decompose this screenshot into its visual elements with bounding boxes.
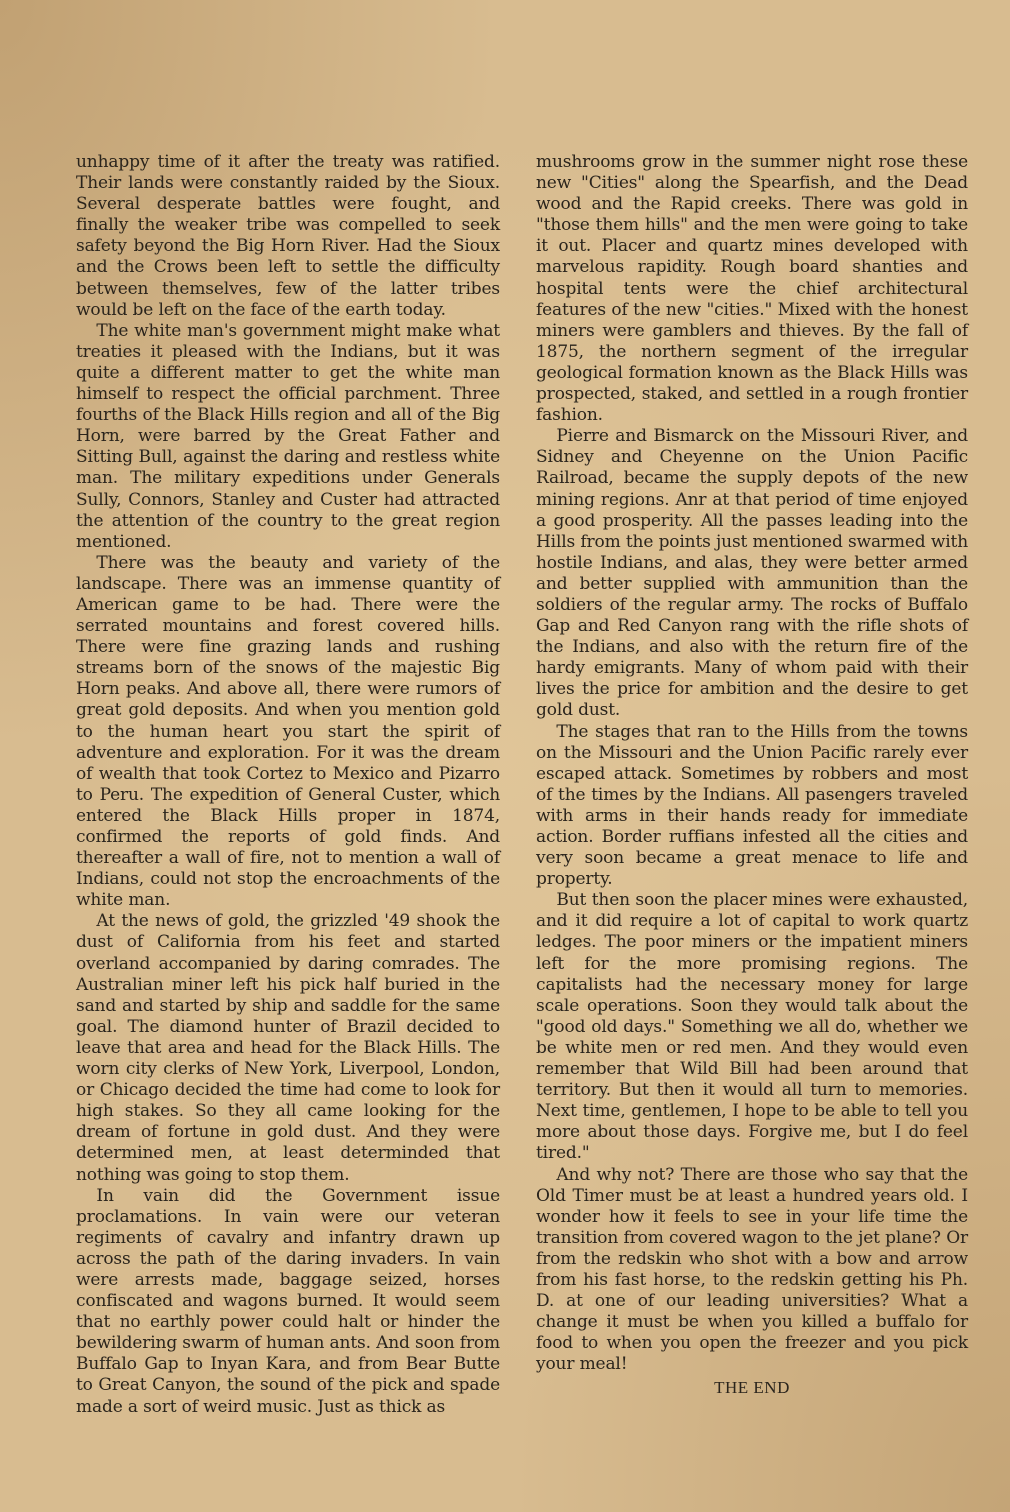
left-column [76, 152, 500, 1418]
paragraph: Pierre and Bismarck on the Missouri River, and Sidney and Cheyenne on the Union Pacific Railroad, became the supply depots of the new mining regions. Anr at that period of time enjoyed a good prosperity. All the passes leading into the Hills from the points just mentioned swarmed with hostile Indians, and alas, they were better armed and better supplied with ammunition than the soldiers of the regular army. The rocks of Buffalo Gap and Red Canyon rang with the rifle shots of the Indians, and also with the return fire of the hardy emigrants. Many of whom paid with their lives the price for ambition and the desire to get gold dust. [536, 426, 968, 721]
paragraph: mushrooms grow in the summer night rose these new "Cities" along the Spearfish, and the Dead wood and the Rapid creeks. There was gold in "those them hills" and the men were going to take it out. Placer and quartz mines developed with marvelous rapidity. Rough board shanties and hospital tents were the chief architectural features of the new "cities." Mixed with the honest miners were gamblers and thieves. By the fall of 1875, the northern segment of the irregular geological formation known as the Black Hills was prospected, staked, and settled in a rough frontier fashion. [536, 152, 968, 426]
paragraph: unhappy time of it after the treaty was ratified. Their lands were constantly raided by the Sioux. Several desperate battles were fought, and finally the weaker tribe was compelled to seek safety beyond the Big Horn River. Had the Sioux and the Crows been left to settle the difficulty between themselves, few of the latter tribes would be left on the face of the earth today. [76, 152, 500, 320]
right-column [536, 152, 968, 1399]
paragraph: And why not? There are those who say that the Old Timer must be at least a hundred years old. I wonder how it feels to see in your life time the transition from covered wagon to the jet plane? Or from the redskin who shot with a bow and arrow from his fast horse, to the redskin getting his Ph. D. at one of our leading universities? What a change it must be when you killed a buffalo for food to when you open the freezer and you pick your meal! [536, 1164, 968, 1375]
paragraph: There was the beauty and variety of the landscape. There was an immense quantity of American game to be had. There were the serrated mountains and forest covered hills. There were fine grazing lands and rushing streams born of the snows of the majestic Big Horn peaks. And above all, there were rumors of great gold deposits. And when you mention gold to the human heart you start the spirit of adventure and exploration. For it was the dream of wealth that took Cortez to Mexico and Pizarro to Peru. The expedition of General Custer, which entered the Black Hills proper in 1874, confirmed the reports of gold finds. And thereafter a wall of fire, not to mention a wall of Indians, could not stop the encroachments of the white man. [76, 552, 500, 911]
paragraph: But then soon the placer mines were exhausted, and it did require a lot of capital to work quartz ledges. The poor miners or the impatient miners left for the more promising regions. The capitalists had the necessary money for large scale operations. Soon they would talk about the "good old days." Something we all do, whether we be white men or red men. And they would even remember that Wild Bill had been around that territory. But then it would all turn to memories. Next time, gentlemen, I hope to be able to tell you more about those days. Forgive me, but I do feel tired." [536, 890, 968, 1164]
paragraph: In vain did the Government issue proclamations. In vain were our veteran regiments of cavalry and infantry drawn up across the path of the daring invaders. In vain were arrests made, baggage seized, horses confiscated and wagons burned. It would seem that no earthly power could halt or hinder the bewildering swarm of human ants. And soon from Buffalo Gap to Inyan Kara, and from Bear Butte to Great Canyon, the sound of the pick and spade made a sort of weird music. Just as thick as [76, 1185, 500, 1417]
paragraph: The stages that ran to the Hills from the towns on the Missouri and the Union Pacific rarely ever escaped attack. Sometimes by robbers and most of the times by the Indians. All pasengers traveled with arms in their hands ready for immediate action. Border ruffians infested all the cities and very soon became a great menace to life and property. [536, 721, 968, 890]
paragraph: The white man's government might make what treaties it pleased with the Indians, but it was quite a different matter to get the white man himself to respect the official parchment. Three fourths of the Black Hills region and all of the Big Horn, were barred by the Great Father and Sitting Bull, against the daring and restless white man. The military expeditions under Generals Sully, Connors, Stanley and Custer had attracted the attention of the country to the great region mentioned. [76, 320, 500, 552]
the-end-label: THE END [714, 1378, 790, 1398]
paragraph: At the news of gold, the grizzled '49 shook the dust of California from his feet and started overland accompanied by daring comrades. The Australian miner left his pick half buried in the sand and started by ship and saddle for the same goal. The diamond hunter of Brazil decided to leave that area and head for the Black Hills. The worn city clerks of New York, Liverpool, London, or Chicago decided the time had come to look for high stakes. So they all came looking for the dream of fortune in gold dust. And they were determined men, at least determinded that nothing was going to stop them. [76, 911, 500, 1185]
